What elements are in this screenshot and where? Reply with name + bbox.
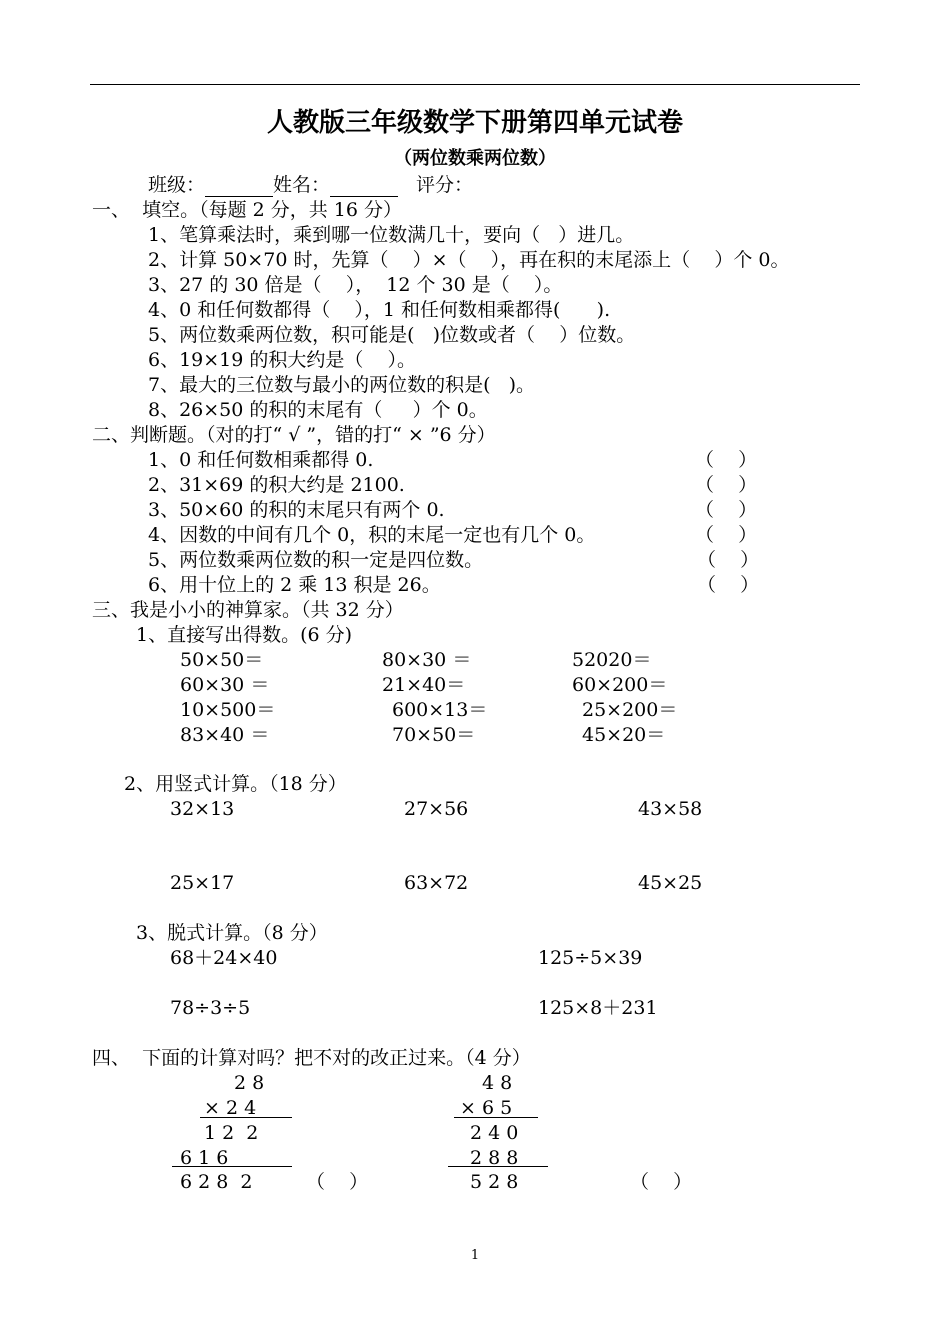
oral-calc: 10×500＝ (180, 699, 276, 721)
calc-a-line1: 2 8 (234, 1072, 265, 1094)
judge-item-3: 3、50×60 的积的末尾只有两个 0. (148, 499, 445, 521)
vertical-calc: 25×17 (170, 872, 235, 894)
vertical-calc: 32×13 (170, 798, 235, 820)
oral-calc: 80×30 ＝ (382, 649, 472, 671)
calc-a-bracket[interactable]: （ ） (306, 1171, 369, 1193)
calc-a-rule2 (172, 1166, 292, 1167)
fill-item-6: 6、19×19 的积大约是（ ）。 (148, 349, 417, 371)
section2-heading: 二、判断题。（对的打“ √ ”，错的打“ × ”6 分） (92, 424, 496, 446)
judge-item-1: 1、0 和任何数相乘都得 0. (148, 449, 374, 471)
fill-item-3: 3、27 的 30 倍是（ ）， 12 个 30 是（ ）。 (148, 274, 563, 296)
page-title: 人教版三年级数学下册第四单元试卷 (266, 108, 683, 138)
section3-heading: 三、我是小小的神算家。（共 32 分） (92, 599, 404, 621)
judge-bracket-6[interactable]: （ ） (697, 574, 760, 596)
oral-calc: 83×40 ＝ (180, 724, 270, 746)
judge-bracket-3[interactable]: （ ） (695, 499, 758, 521)
class-label: 班级： (148, 174, 206, 196)
judge-bracket-5[interactable]: （ ） (697, 549, 760, 571)
calc-b-rule1 (454, 1117, 538, 1118)
calc-a-line3: 1 2 2 (204, 1122, 259, 1144)
judge-bracket-1[interactable]: （ ） (695, 449, 758, 471)
judge-item-2: 2、31×69 的积大约是 2100. (148, 474, 405, 496)
fill-item-1: 1、笔算乘法时，乘到哪一位数满几十，要向（ ）进几。 (148, 224, 635, 246)
class-blank[interactable] (205, 176, 273, 197)
stepwise-calc: 125÷5×39 (538, 947, 643, 969)
oral-calc: 60×30 ＝ (180, 674, 270, 696)
judge-bracket-2[interactable]: （ ） (695, 474, 758, 496)
calc-a-line2: × 2 4 (204, 1097, 257, 1119)
calc-a-rule1 (200, 1117, 292, 1118)
info-line (148, 173, 473, 197)
stepwise-calc: 125×8＋231 (538, 997, 658, 1019)
vertical-calc: 43×58 (638, 798, 703, 820)
part3-heading: 3、脱式计算。（8 分） (136, 922, 328, 944)
name-label: 姓名： (273, 174, 331, 196)
fill-item-7: 7、最大的三位数与最小的两位数的积是( )。 (148, 374, 536, 396)
oral-calc: 25×200＝ (582, 699, 678, 721)
page-subtitle: （两位数乘两位数） (394, 148, 556, 169)
vertical-calc: 63×72 (404, 872, 469, 894)
top-rule (90, 84, 860, 85)
judge-bracket-4[interactable]: （ ） (695, 524, 758, 546)
fill-item-8: 8、26×50 的积的末尾有（ ）个 0。 (148, 399, 488, 421)
oral-calc: 21×40＝ (382, 674, 466, 696)
oral-calc: 600×13＝ (392, 699, 488, 721)
calc-b-line1: 4 8 (482, 1072, 513, 1094)
oral-calc: 52020＝ (572, 649, 652, 671)
vertical-calc: 45×25 (638, 872, 703, 894)
fill-item-2: 2、计算 50×70 时，先算（ ）×（ ），再在积的末尾添上（ ）个 0。 (148, 249, 790, 271)
oral-calc: 70×50＝ (392, 724, 476, 746)
section1-heading: 一、 填空。（每题 2 分，共 16 分） (92, 199, 403, 221)
judge-item-5: 5、两位数乘两位数的积一定是四位数。 (148, 549, 484, 571)
oral-calc: 60×200＝ (572, 674, 668, 696)
name-blank[interactable] (330, 176, 398, 197)
oral-calc: 45×20＝ (582, 724, 666, 746)
stepwise-calc: 68＋24×40 (170, 947, 278, 969)
oral-calc: 50×50＝ (180, 649, 264, 671)
calc-b-line5: 5 2 8 (470, 1171, 519, 1193)
score-label: 评分： (416, 174, 474, 196)
section4-heading: 四、 下面的计算对吗？把不对的改正过来。（4 分） (92, 1047, 531, 1069)
calc-a-line4: 6 1 6 (180, 1147, 229, 1169)
calc-b-rule2 (448, 1166, 548, 1167)
calc-b-line2: × 6 5 (460, 1097, 513, 1119)
stepwise-calc: 78÷3÷5 (170, 997, 251, 1019)
calc-b-line4: 2 8 8 (470, 1147, 519, 1169)
calc-b-line3: 2 4 0 (470, 1122, 519, 1144)
calc-b-bracket[interactable]: （ ） (630, 1171, 693, 1193)
fill-item-5: 5、两位数乘两位数，积可能是( )位数或者（ ）位数。 (148, 324, 636, 346)
part2-heading: 2、用竖式计算。（18 分） (124, 773, 347, 795)
judge-item-6: 6、用十位上的 2 乘 13 积是 26。 (148, 574, 441, 596)
vertical-calc: 27×56 (404, 798, 469, 820)
judge-item-4: 4、因数的中间有几个 0，积的末尾一定也有几个 0。 (148, 524, 596, 546)
part1-heading: 1、直接写出得数。(6 分) (136, 624, 353, 646)
calc-a-line5: 6 2 8 2 (180, 1171, 253, 1193)
fill-item-4: 4、0 和任何数都得（ ），1 和任何数相乘都得( ). (148, 299, 611, 321)
page-number: 1 (470, 1248, 480, 1263)
